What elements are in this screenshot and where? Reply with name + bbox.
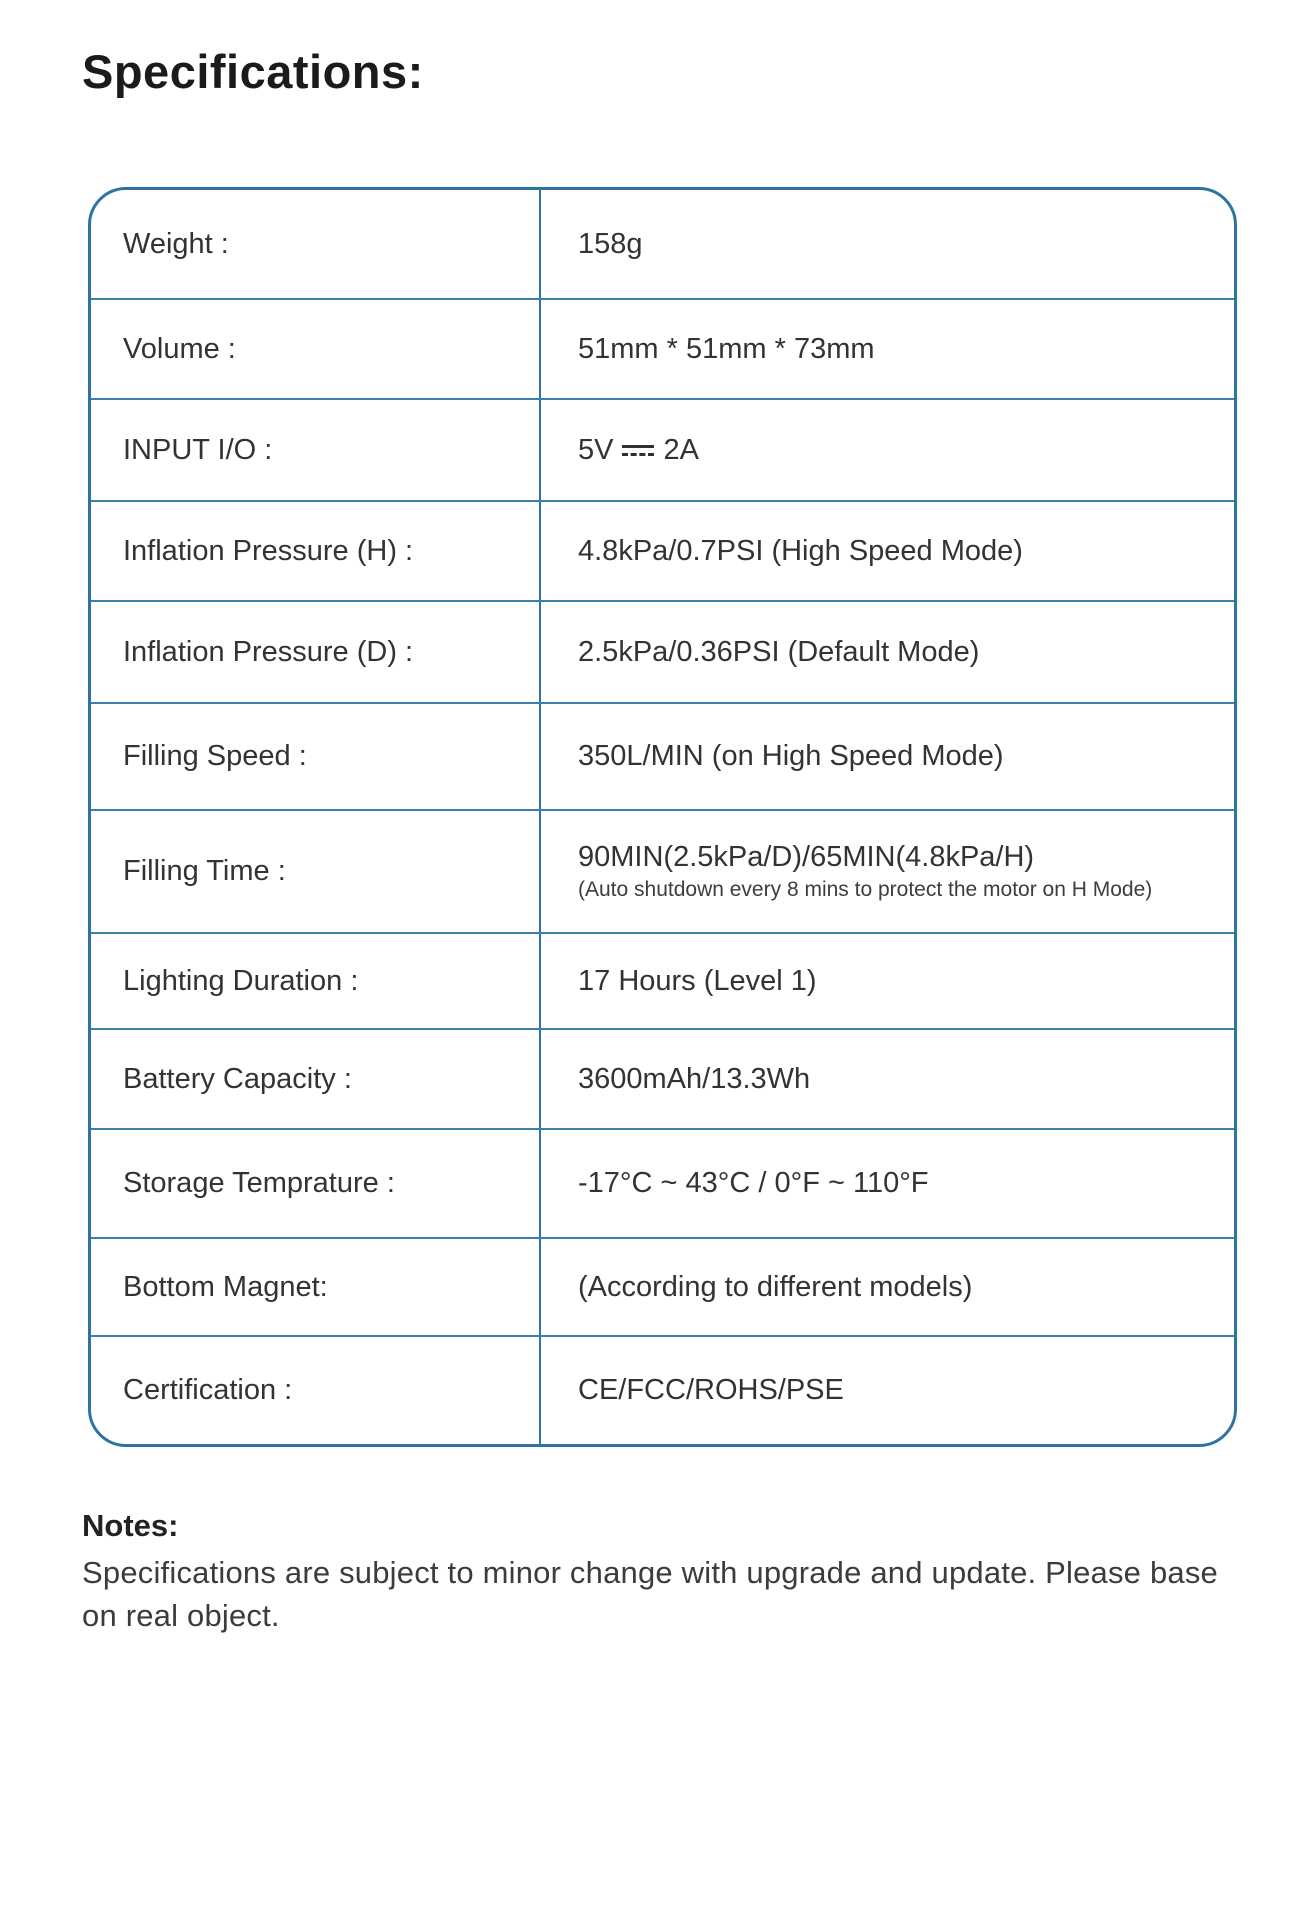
row-value: 158g [578, 227, 643, 260]
row-label: Volume : [91, 300, 541, 398]
table-row [91, 602, 1234, 704]
row-value: -17°C ~ 43°C / 0°F ~ 110°F [578, 1167, 929, 1199]
table-row [91, 1130, 1234, 1239]
table-row [91, 934, 1234, 1030]
table-row [91, 1239, 1234, 1337]
row-value: CE/FCC/ROHS/PSE [578, 1374, 844, 1406]
row-value: 350L/MIN (on High Speed Mode) [578, 740, 1004, 772]
row-label: Inflation Pressure (H) : [91, 502, 541, 600]
row-label: Weight : [91, 190, 541, 298]
row-label: Filling Time : [91, 811, 541, 932]
table-row [91, 190, 1234, 300]
row-value [541, 811, 1234, 932]
table-row [91, 811, 1234, 934]
row-label: Battery Capacity : [91, 1030, 541, 1128]
row-value: 4.8kPa/0.7PSI (High Speed Mode) [578, 534, 1023, 567]
row-value: 17 Hours (Level 1) [578, 964, 817, 997]
row-label: Filling Speed : [91, 704, 541, 809]
row-label: Storage Temprature : [91, 1130, 541, 1237]
table-row [91, 1337, 1234, 1444]
table-row [91, 1030, 1234, 1130]
row-label: Certification : [91, 1337, 541, 1444]
dc-voltage-icon [622, 443, 654, 459]
row-value: (According to different models) [578, 1270, 973, 1303]
table-row [91, 502, 1234, 602]
row-label: Bottom Magnet: [91, 1239, 541, 1335]
dc-input-suffix: 2A [663, 433, 699, 466]
table-row [91, 400, 1234, 502]
row-value: 2.5kPa/0.36PSI (Default Mode) [578, 635, 980, 668]
page-title: Specifications: [82, 45, 424, 98]
table-row [91, 704, 1234, 811]
dc-input-prefix: 5V [578, 433, 614, 466]
row-value: 3600mAh/13.3Wh [578, 1062, 811, 1095]
notes-heading: Notes: [82, 1508, 179, 1543]
notes-body: Specifications are subject to minor change with upgrade and update. Please base on real object. [82, 1555, 1218, 1633]
filling-time-value: 90MIN(2.5kPa/D)/65MIN(4.8kPa/H) [578, 841, 1035, 873]
spec-table [88, 187, 1237, 1447]
notes-section [82, 1508, 1222, 1638]
table-row [91, 300, 1234, 400]
row-value [541, 400, 1234, 500]
row-value: 51mm * 51mm * 73mm [578, 332, 875, 365]
filling-time-note: (Auto shutdown every 8 mins to protect the motor on H Mode) [578, 878, 1153, 901]
row-label: Lighting Duration : [91, 934, 541, 1028]
row-label: INPUT I/O : [91, 400, 541, 500]
row-label: Inflation Pressure (D) : [91, 602, 541, 702]
